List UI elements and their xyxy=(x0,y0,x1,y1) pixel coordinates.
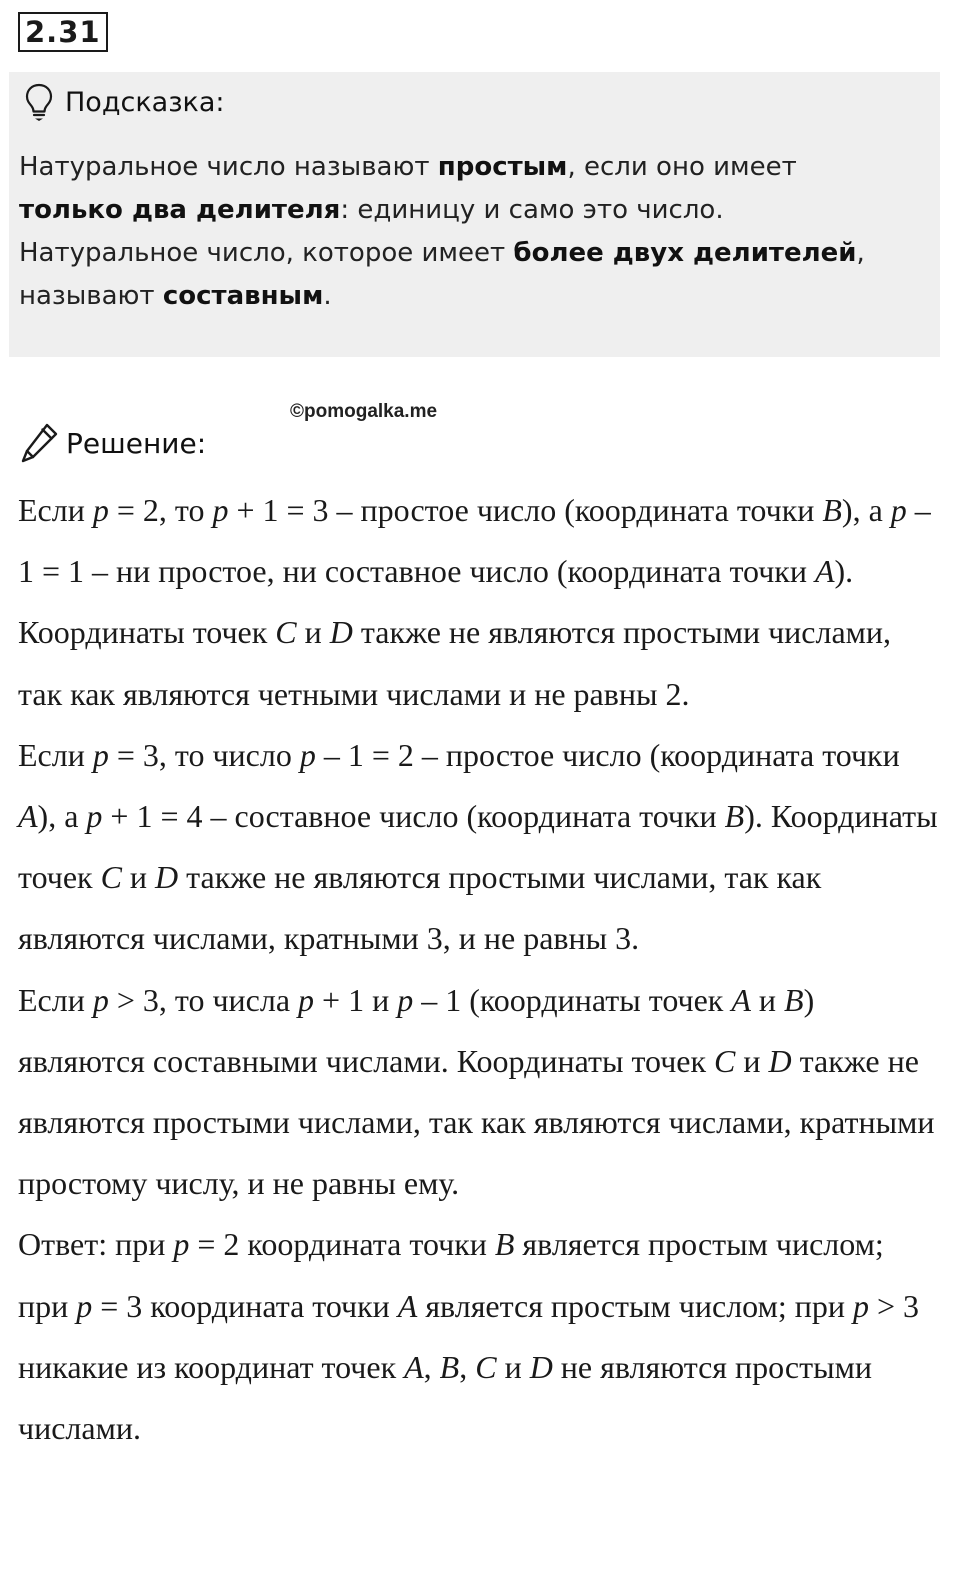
text-segment: > 3, то числа xyxy=(108,981,299,1018)
math-variable: C xyxy=(714,1042,736,1079)
solution-paragraph xyxy=(18,480,938,725)
text-segment: и xyxy=(750,981,785,1018)
hint-text-segment: , xyxy=(856,238,865,268)
math-variable: p xyxy=(92,492,109,528)
math-variable: p xyxy=(298,981,315,1018)
solution-header xyxy=(20,420,206,466)
hint-text-segment: называют xyxy=(19,281,163,311)
text-segment: Ответ: при xyxy=(18,1226,174,1263)
hint-header xyxy=(23,82,225,122)
text-segment: ), а xyxy=(841,492,891,528)
text-segment: Если xyxy=(18,981,93,1018)
math-variable: p xyxy=(299,736,316,773)
math-variable: C xyxy=(275,614,297,651)
text-segment: – 1 (координаты точек xyxy=(413,981,732,1018)
term-two-divisors: только два делителя xyxy=(19,195,341,225)
hint-line xyxy=(19,189,929,232)
text-segment: – 1 = 1 – ни простое, ни составное число (координата точки xyxy=(18,492,931,590)
math-variable: B xyxy=(494,1226,515,1263)
math-variable: B xyxy=(439,1348,460,1385)
text-segment: является простым числом; при xyxy=(18,1226,884,1324)
hint-title: Подсказка: xyxy=(65,86,225,118)
text-segment: и xyxy=(496,1348,530,1385)
text-segment: не являются простыми числами. xyxy=(18,1348,872,1447)
text-segment: ), а xyxy=(37,798,87,835)
math-variable: A xyxy=(731,981,751,1018)
math-variable: D xyxy=(768,1042,792,1079)
text-segment: , xyxy=(423,1348,440,1385)
math-variable: B xyxy=(822,492,842,528)
text-segment: также не являются простыми числами, так как являются числами, кратными простому числу, и не равны ему. xyxy=(18,1042,935,1202)
text-segment: > 3 никакие из координат точек xyxy=(18,1287,919,1385)
text-segment: = 3, то число xyxy=(108,736,300,773)
text-segment: = 2, то xyxy=(108,492,213,528)
math-variable: D xyxy=(329,614,353,651)
text-segment: , xyxy=(459,1348,476,1385)
math-variable: A xyxy=(404,1348,424,1385)
solution-title: Решение: xyxy=(66,426,207,460)
math-variable: p xyxy=(76,1287,93,1324)
math-variable: p xyxy=(890,492,907,528)
math-variable: C xyxy=(475,1348,497,1385)
text-segment: также не являются простыми числами, так как являются четными числами и не равны 2. xyxy=(18,614,892,712)
text-segment: Если xyxy=(18,492,93,528)
text-segment: = 2 координата точки xyxy=(189,1226,495,1263)
text-segment: является простым числом; при xyxy=(417,1287,853,1324)
text-segment: ). Координаты точек xyxy=(18,798,938,896)
math-variable: p xyxy=(852,1287,869,1324)
text-segment: и xyxy=(735,1042,769,1079)
solution-paragraph xyxy=(18,725,938,970)
answer-paragraph xyxy=(18,1214,938,1459)
text-segment: = 3 координата точки xyxy=(92,1287,398,1324)
math-variable: A xyxy=(18,798,38,835)
hint-text-segment: Натуральное число называют xyxy=(19,152,438,182)
math-variable: p xyxy=(212,492,229,528)
hint-line xyxy=(19,146,929,189)
hint-line xyxy=(19,275,929,318)
math-variable: B xyxy=(784,981,804,1018)
hint-box xyxy=(9,72,940,357)
math-variable: p xyxy=(173,1226,190,1263)
hint-text-segment: : единицу и само это число. xyxy=(340,195,724,225)
pencil-icon xyxy=(20,421,60,465)
watermark: ©pomogalka.me xyxy=(290,401,438,422)
hint-text-segment: Натуральное число, которое имеет xyxy=(19,238,514,268)
text-segment: также не являются простыми числами, так как являются числами, кратными 3, и не равны 3. xyxy=(18,859,822,957)
problem-number: 2.31 xyxy=(18,12,108,52)
math-variable: p xyxy=(92,736,109,773)
math-variable: B xyxy=(724,798,745,835)
text-segment: + 1 и xyxy=(314,981,398,1018)
solution-text xyxy=(18,480,938,1459)
term-more-divisors: более двух делителей xyxy=(513,238,857,268)
math-variable: C xyxy=(100,859,122,896)
text-segment: ). Координаты точек xyxy=(18,553,854,651)
text-segment: ) являются составными числами. Координаты точек xyxy=(18,981,815,1079)
term-composite: составным xyxy=(162,281,324,311)
text-segment: и xyxy=(121,859,156,896)
text-segment: + 1 = 4 – составное число (координата точки xyxy=(102,798,725,835)
text-segment: + 1 = 3 – простое число (координата точки xyxy=(228,492,823,528)
hint-text-segment: . xyxy=(323,281,332,311)
text-segment: Если xyxy=(18,736,93,773)
math-variable: p xyxy=(86,798,103,835)
hint-text-segment: , если оно имеет xyxy=(567,152,797,182)
math-variable: p xyxy=(92,981,109,1018)
math-variable: D xyxy=(529,1348,553,1385)
math-variable: A xyxy=(397,1287,418,1324)
math-variable: A xyxy=(814,553,835,590)
term-prime: простым xyxy=(437,152,568,182)
math-variable: p xyxy=(397,981,414,1018)
math-variable: D xyxy=(155,859,179,896)
text-segment: и xyxy=(296,614,330,651)
solution-paragraph xyxy=(18,970,938,1215)
hint-line xyxy=(19,232,929,275)
lightbulb-icon xyxy=(23,82,55,122)
text-segment: – 1 = 2 – простое число (координата точки xyxy=(315,736,900,773)
hint-text xyxy=(19,146,929,318)
